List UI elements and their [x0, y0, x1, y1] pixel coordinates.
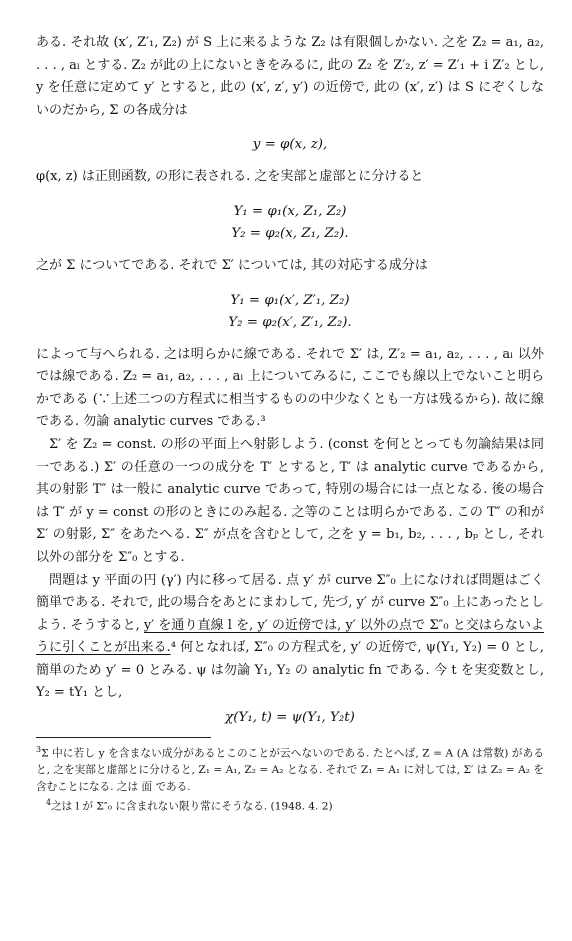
footnote-3 — [36, 742, 544, 795]
equation-Y2-phi2: Y₂ = φ₂(x, Z₁, Z₂). — [231, 225, 349, 241]
paragraph-6 — [36, 570, 544, 706]
paragraph-6-before: 問題は y 平面の円 (γ′) 内に移って居る. 点 y′ が curve Σ″₀ 上になければ問題はごく簡単である. それで, 此の場合をあとにまわして, 先づ, y′ が curve Σ″₀ 上にあったとしよう. そうすると, — [36, 572, 544, 633]
paragraph-6-after: ⁴ 何となれば, Σ″₀ の方程式を, y′ の近傍で, ψ(Y₁, Y₂) = 0 とし, 簡単のため y′ = 0 とみる. ψ は勿論 Y₁, Y₂ の analytic fn である. 今 t を実変数とし, Y₂ = tY₁ とし, — [36, 640, 544, 701]
footnote-3-marker: 3 — [36, 745, 42, 755]
document-page — [36, 32, 544, 815]
equation-block-3 — [36, 290, 544, 334]
footnote-4-text: 之は l が Σ″₀ に含まれない限り常にそうなる. (1948. 4. 2) — [51, 800, 333, 813]
paragraph-2: φ(x, z) は正則函数, の形に表される. 之を実部と虚部とに分けると — [36, 169, 424, 185]
equation-Y1-phi1-prime: Y₁ = φ₁(x′, Z′₁, Z₂) — [230, 292, 350, 308]
paragraph-5: Σ′ を Z₂ = const. の形の平面上へ射影しよう. (const を何ととっても勿論結果は同一である.) Σ′ の任意の一つの成分を T′ とすると, T′ は analytic curve であるから, 其の射影 T″ は一般に analytic curve であって, 特別の場合には一点となる. 後の場合は T′ が y = const の形のときにのみ起る. 之等のことは明らかである. この T″ の和が Σ′ の射影, Σ″ をあたへる. Σ″ が点を含むとして, 之を y = b₁, b₂, . . . , bₚ とし, それ以外の部分を Σ″₀ とする. — [36, 436, 544, 565]
underlined-claim: y′ を通り直線 l を, y′ の近傍では, y′ 以外の点で Σ″₀ と交はらないように引くことが出来る. — [36, 617, 545, 656]
equation-Y1-phi1: Y₁ = φ₁(x, Z₁, Z₂) — [233, 203, 347, 219]
equation-Y2-phi2-prime: Y₂ = φ₂(x′, Z′₁, Z₂). — [228, 314, 352, 330]
equation-block-2 — [36, 201, 544, 245]
equation-y-phi: y = φ(x, z), — [252, 137, 328, 153]
footnote-3-text: Σ 中に若し y を含まない成分があるとこのことが云へないのである. たとへば, Z = A (A は常数) があると, 之を実部と虚部とに分けると, Z₁ = A₁, Z₂ = A₂ となる. それで Z₁ = A₁ に対しては, Σ′ は Z₂ = A₂ を含むことになる. 之は 面 である. — [36, 747, 544, 793]
paragraph-3: 之が Σ についてである. それで Σ′ については, 其の対応する成分は — [36, 257, 428, 273]
paragraph-4: によって与へられる. 之は明らかに線である. それで Σ′ は, Z′₂ = a₁, a₂, . . . , aₗ 以外では線である. Z₂ = a₁, a₂, . . . , aₗ 上についてみるに, ここでも線以上でないこと明らかである (∵上述二つの方程式に相当するものの中少なくとも一方は残るから). 故に線である. 勿論 analytic curves である.³ — [36, 346, 544, 430]
footnote-divider — [36, 737, 211, 738]
equation-block-1 — [36, 134, 544, 156]
equation-chi-psi: χ(Y₁, t) = ψ(Y₁, Y₂t) — [225, 710, 355, 726]
equation-block-4 — [36, 707, 544, 729]
footnote-4-marker: 4 — [46, 798, 52, 808]
paragraph-1: ある. それ故 (x′, Z′₁, Z₂) が S 上に来るような Z₂ は有限個しかない. 之を Z₂ = a₁, a₂, . . . , aₗ とする. Z₂ が此の上にないときをみるに, 此の Z₂ を Z′₂, z′ = Z′₁ + i Z′₂ とし, y を任意に定めて y′ とすると, 此の (x′, z′, y′) の近傍で, 此の (x′, z′) は S にぞくしないのだから, Σ の各成分は — [36, 35, 544, 118]
footnote-4 — [36, 795, 544, 815]
